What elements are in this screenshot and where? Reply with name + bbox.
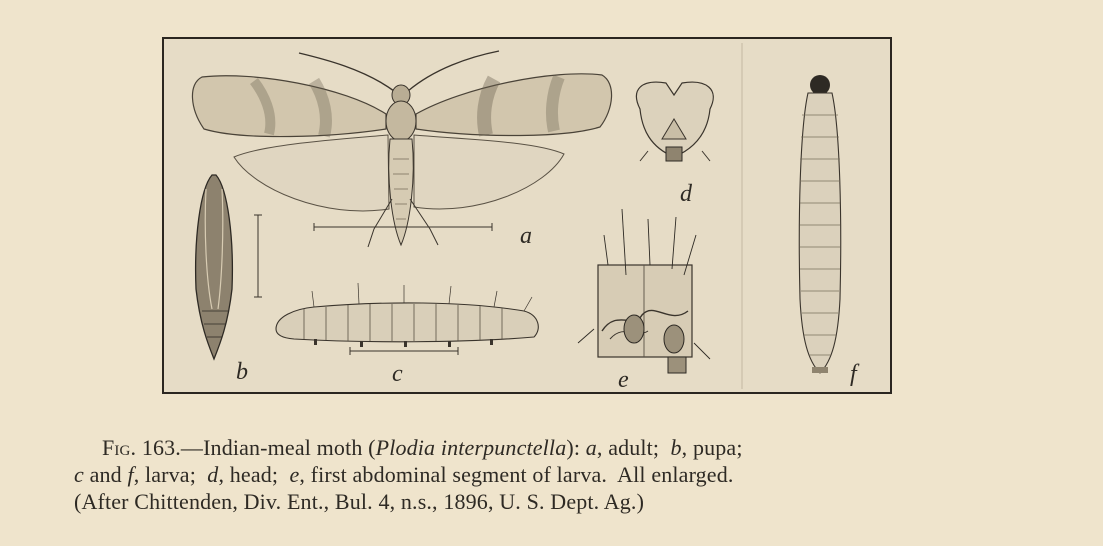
caption-letter-d: d [207, 462, 219, 487]
pupa-drawing [196, 175, 262, 359]
label-b: b [236, 359, 248, 385]
caption-line-3: (After Chittenden, Div. Ent., Bul. 4, n.s., 1896, U. S. Dept. Ag.) [74, 489, 645, 514]
label-c: c [392, 361, 403, 387]
caption-letter-c: c [74, 462, 84, 487]
caption-letter-a: a [585, 435, 597, 460]
caption-text: and [83, 462, 128, 487]
larva-side-drawing [276, 283, 538, 355]
caption-letter-f: f [127, 462, 134, 487]
caption-text: , first abdominal segment of larva. All enlarged. [299, 462, 734, 487]
caption-text: , larva; [133, 462, 208, 487]
caption-text: , pupa; [681, 435, 743, 460]
caption-title: —Indian-meal moth ( [180, 435, 376, 460]
adult-moth-drawing [192, 51, 611, 247]
label-a: a [520, 223, 532, 249]
abdominal-segment-drawing [578, 209, 710, 373]
label-f: f [850, 361, 857, 387]
caption-letter-b: b [670, 435, 682, 460]
caption-text: , head; [218, 462, 290, 487]
figure-plate [162, 37, 892, 394]
head-drawing [636, 82, 713, 161]
species-name: Plodia interpunctella [375, 435, 567, 460]
larva-dorsal-drawing [799, 75, 840, 373]
caption-text: , adult; [596, 435, 671, 460]
figure-caption [74, 434, 1034, 515]
caption-line-2 [74, 461, 1034, 488]
fig-label: Fig. 163. [102, 435, 181, 460]
label-d: d [680, 181, 692, 207]
caption-text: ): [566, 435, 586, 460]
insect-illustration [164, 39, 890, 392]
caption-letter-e: e [289, 462, 300, 487]
label-e: e [618, 367, 629, 392]
caption-line-1 [74, 434, 1034, 461]
